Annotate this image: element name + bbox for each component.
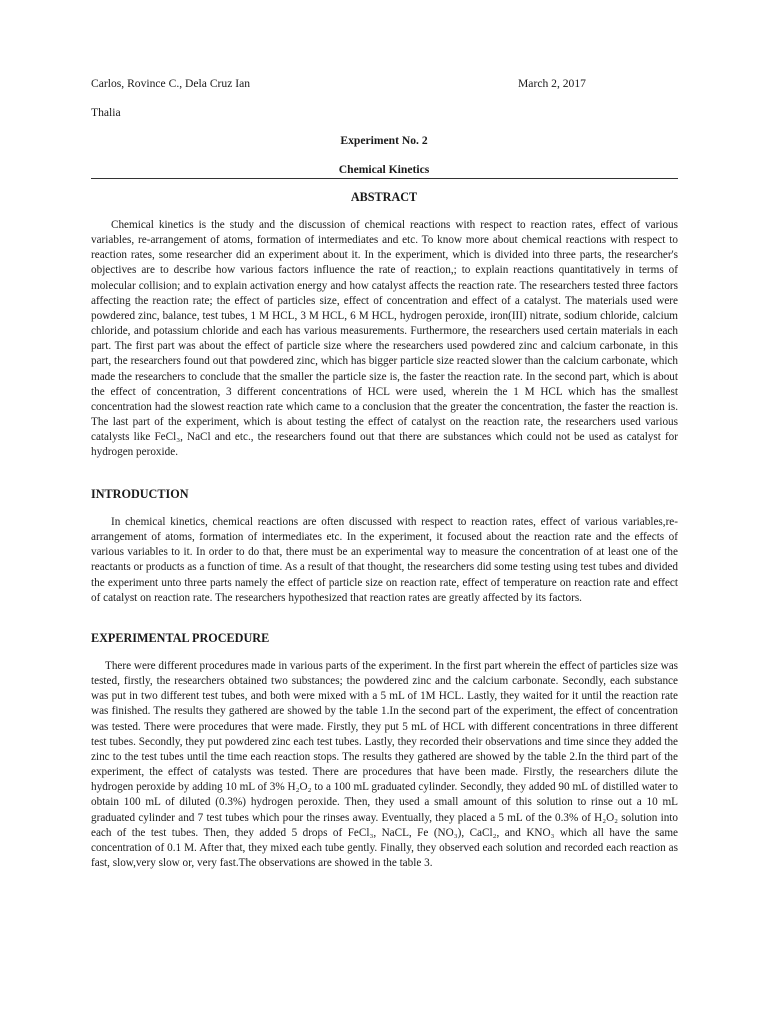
experiment-title: Chemical Kinetics — [338, 163, 430, 176]
procedure-heading: EXPERIMENTAL PROCEDURE — [91, 631, 270, 645]
procedure-text: There were different procedures made in various parts of the experiment. In the first part wherein the effect of particles size was tested, firstly, the researchers obtained two substances; the powdered zinc and the calcium carbonate. Secondly, each substance was put in two different test tubes, and both were mixed with a 5 mL of 1M HCL. Lastly, they waited for it until the reaction rate was finished. The results they gathered are showed by the table 1.In the second part of the experiment, the effect of concentration was tested. There were procedures that were made. Firstly, they put 5 mL of HCL with different concentrations in three different test tubes. Secondly, they put powdered zinc each test tubes. Lastly, they recorded their observations and time since they added the zinc to the test tubes until the time each reaction stops. The results they gathered are showed by the table 2.In the third part of the experiment, the effect of catalysts was tested. There are procedures that have been made. Firstly, the researchers dilute the hydrogen peroxide by adding 10 mL of 3% H₂O₂ to a 100 mL graduated cylinder. Secondly, they added 90 mL of distilled water to obtain 100 mL of diluted (0.3%) hydrogen peroxide. Then, they used a small amount of this solution to rinse out a 10 mL graduated cylinder and 7 test tubes which pour the rinses away. Eventually, they placed a 5 mL of the 0.3% of H₂O₂ solution into each of the test tubes. Then, they added 5 drops of FeCl₃, NaCL, Fe (NO₃), CaCl₂, and KNO₃ which all have the same concentration of 0.1 M. After that, they mixed each tube gently. Finally, they observed each solution and recorded each reaction as fast, slow,very slow or, very fast.The observations are showed in the table 3. — [91, 660, 679, 870]
introduction-heading: INTRODUCTION — [91, 487, 189, 501]
date: March 2, 2017 — [518, 77, 586, 90]
introduction-text: In chemical kinetics, chemical reactions are often discussed with respect to reaction rates, effect of various variables,re-arrangement of atoms, formation of intermediates etc. In the experiment, it focused about the reaction rate and the effects of various variables to it. In order to do that, there must be an experimental way to measure the concentration of at least one of the reactants or products as a function of time. As a result of that thought, the researchers did some testing using test tubes and divided the experiment unto three parts namely the effect of particle size on reaction rate, effect of temperature on reaction rate and effect of catalyst on reaction rate. The researchers hypothesized that reaction rates are greatly affected by its factors. — [91, 516, 678, 604]
introduction-body — [91, 515, 678, 606]
authors-line: Carlos, Rovince C., Dela Cruz Ian — [91, 77, 251, 90]
procedure-body — [91, 659, 678, 871]
abstract-heading: ABSTRACT — [350, 190, 418, 204]
experiment-number: Experiment No. 2 — [340, 134, 428, 147]
abstract-body — [91, 218, 678, 461]
abstract-text: Chemical kinetics is the study and the discussion of chemical reactions with respect to reaction rates, effect of various variables, re-arrangement of atoms, formation of intermediates and etc. To know more about chemical reactions with respect to reaction rates, some researcher did an experiment about it. In the experiment, which is divided into three parts, the researcher's objectives are to describe how various factors influence the rate of reaction,; to explain reactions quantitatively in terms of molecular collision; and to explain activation energy and how catalyst affects the reaction rate. The researchers tested three factors affecting the reaction rate; the effect of particles size, effect of concentration and effect of a catalyst. The materials used were powdered zinc, balance, test tubes, 1 M HCL, 3 M HCL, 6 M HCL, hydrogen peroxide, iron(III) nitrate, sodium chloride, calcium chloride, and potassium chloride and each has various measurements. Furthermore, the researchers used certain materials in each part. The first part was about the effect of particle size where the researchers used powdered zinc and calcium carbonate, in this part, the researchers found out that powdered zinc, which has bigger particle size reacted slower than the calcium carbonate, which made the researchers to conclude that the smaller the particle size is, the faster the reaction rate. In the second part, which is about the effect of concentration, 3 different concentrations of HCL were used, wherein the 1 M HCL which has the smallest concentration had the slowest reaction rate which came to a conclusion that the greater the concentration, the faster the reaction is. The last part of the experiment, which is about testing the effect of catalyst on the reaction rate, the researchers used various catalysts like FeCl₃, NaCl and etc., the researchers found out that there are substances which could not be used as catalyst for hydrogen peroxide. — [91, 219, 678, 459]
authors-line-continued: Thalia — [91, 106, 121, 119]
title-divider — [91, 178, 678, 179]
